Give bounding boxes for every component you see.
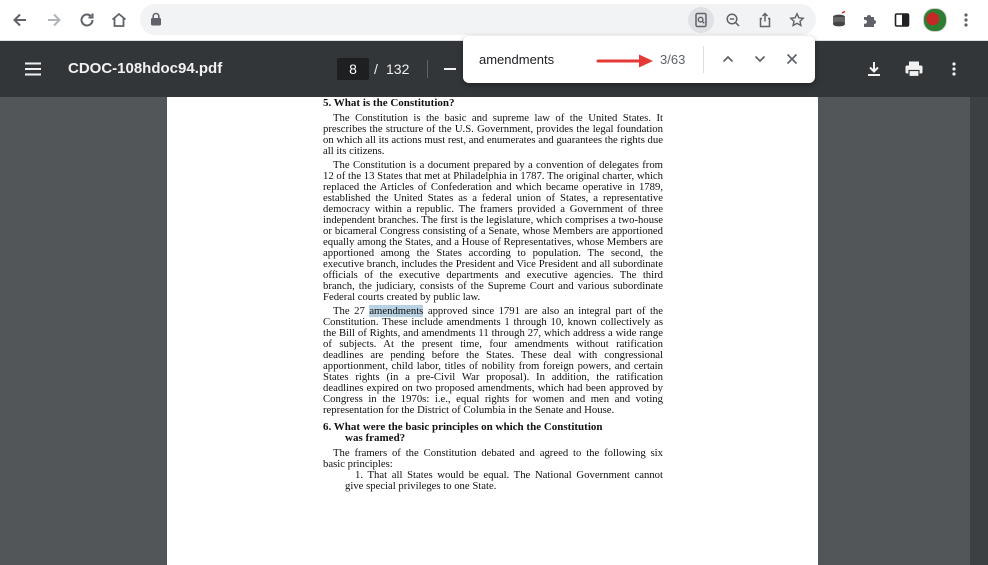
download-icon[interactable]	[862, 57, 886, 81]
list-item: 1. That all States would be equal. The National Government cannot give special privileges to one State.	[345, 469, 663, 492]
document-viewer[interactable]	[0, 97, 988, 565]
bookmark-star-icon[interactable]	[784, 7, 810, 33]
find-match-count: 3/63	[660, 52, 686, 67]
text-run: The 27	[333, 305, 365, 317]
section-heading-cont: was framed?	[345, 432, 406, 444]
extension-drum-icon[interactable]	[827, 8, 851, 32]
share-icon[interactable]	[752, 7, 778, 33]
paragraph: The Constitution is a document prepared by a convention of delegates from 12 of the 13 States that met at Philadelphia in 1787. The original charter, which replaced the Articles of Confederation and which became operative in 1789, established the United States as a federal union of States, a representative democracy within a republic. The framers provided a Government of three independent branches. The first is the legislature, which comprises a two-house or bicameral Congress consisting of a Senate, whose Members are apportioned equally among the States, and a House of Representatives, whose Members are apportioned among the States according to population. The second, the executive branch, includes the President and Vice President and all subordinate officials of the executive departments and executive agencies. The third branch, the judiciary, consists of the Supreme Court and various subordinate Federal courts created by public law.	[323, 159, 663, 303]
toolbar-divider	[427, 60, 428, 78]
browser-toolbar	[0, 0, 988, 41]
forward-icon[interactable]	[42, 8, 66, 32]
section-heading: 6. What were the basic principles on which the Constitution	[323, 421, 603, 433]
more-options-icon[interactable]	[942, 57, 966, 81]
zoom-out-icon[interactable]	[444, 68, 456, 70]
pdf-title: CDOC-108hdoc94.pdf	[68, 60, 223, 77]
find-next-icon[interactable]	[749, 48, 771, 70]
page-text	[323, 97, 663, 492]
page-total: 132	[386, 61, 410, 77]
search-highlight: amendments	[369, 305, 424, 317]
paragraph-with-match	[323, 306, 663, 416]
menu-icon[interactable]	[24, 60, 42, 78]
pdf-page	[167, 97, 818, 565]
find-in-page-icon[interactable]	[688, 7, 714, 33]
lock-icon[interactable]	[150, 12, 162, 31]
page-number-input[interactable]	[337, 58, 369, 80]
find-input[interactable]	[479, 50, 609, 68]
side-panel-icon[interactable]	[890, 8, 914, 32]
zoom-icon[interactable]	[720, 7, 746, 33]
find-close-icon[interactable]	[781, 48, 803, 70]
scrollbar[interactable]	[970, 97, 988, 565]
find-previous-icon[interactable]	[717, 48, 739, 70]
find-divider	[703, 46, 704, 73]
avatar[interactable]	[923, 8, 947, 32]
page-separator: /	[374, 61, 378, 77]
print-icon[interactable]	[902, 57, 926, 81]
section-heading: 5. What is the Constitution?	[323, 97, 455, 109]
puzzle-icon[interactable]	[858, 8, 882, 32]
address-bar[interactable]	[140, 4, 816, 35]
home-icon[interactable]	[107, 8, 131, 32]
back-icon[interactable]	[8, 8, 32, 32]
paragraph: The framers of the Constitution debated and agreed to the following six basic principles:	[323, 447, 663, 470]
paragraph: The Constitution is the basic and supreme law of the United States. It prescribes the structure of the U.S. Government, provides the legal foundation on which all its actions must rest, and enumerates and guarantees the rights due all its citizens.	[323, 112, 663, 157]
text-run: approved since 1791 are also an integral part of the Constitution. These include amendments 1 through 10, known collectively as the Bill of Rights, and amendments 11 through 27, which address a wide range of subjects. At the present time, four amendments without ratification deadlines are pending before the States. These deal with congressional apportionment, child labor, titles of nobility from foreign powers, and certain States rights (in a pre-Civil War proposal). In addition, the ratification deadlines expired on two proposed amendments, which had been approved by Congress in the 1970s: i.e., equal rights for women and men and voting representation for the District of Columbia in the Senate and House.	[323, 305, 663, 416]
annotation-arrow-icon	[595, 52, 657, 70]
reload-icon[interactable]	[75, 8, 99, 32]
more-vert-icon[interactable]	[954, 8, 978, 32]
